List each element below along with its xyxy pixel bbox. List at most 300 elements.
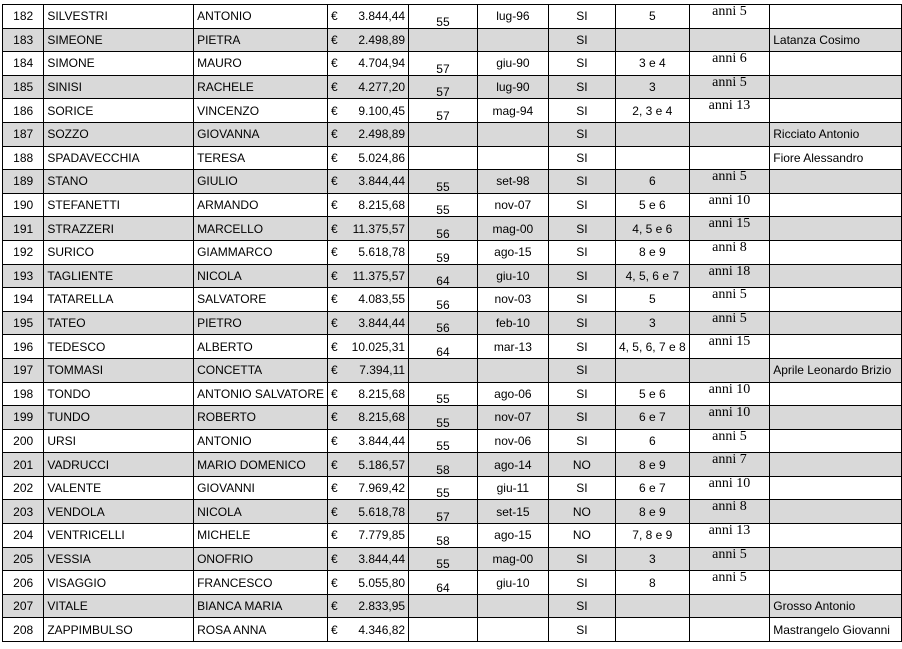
first-name-cell: ROBERTO [194, 406, 328, 430]
classes-cell [615, 122, 689, 146]
currency-symbol: € [331, 339, 338, 354]
substitute-cell [770, 52, 902, 76]
substitute-cell [770, 429, 902, 453]
amount-cell [328, 547, 409, 571]
surname-cell: SPADAVECCHIA [44, 146, 194, 170]
first-name-cell: ARMANDO [194, 193, 328, 217]
first-name-cell: GIOVANNA [194, 122, 328, 146]
age-cell [409, 358, 478, 382]
classes-cell: 4, 5 e 6 [615, 217, 689, 241]
date-cell: lug-90 [477, 75, 548, 99]
age-cell [409, 618, 478, 642]
first-name-cell: SALVATORE [194, 288, 328, 312]
currency-symbol: € [331, 575, 338, 590]
flag-cell: SI [548, 170, 615, 194]
years-cell: anni 7 [689, 453, 770, 477]
classes-cell: 6 [615, 170, 689, 194]
surname-cell: VESSIA [44, 547, 194, 571]
years-cell: anni 5 [689, 5, 770, 29]
years-cell: anni 5 [689, 429, 770, 453]
classes-cell: 3 [615, 311, 689, 335]
date-cell: ago-14 [477, 453, 548, 477]
years-cell [689, 122, 770, 146]
surname-cell: SINISI [44, 75, 194, 99]
years-cell: anni 6 [689, 52, 770, 76]
age-cell: 55 [409, 170, 478, 194]
age-cell: 56 [409, 311, 478, 335]
surname-cell: TONDO [44, 382, 194, 406]
table-row [3, 500, 902, 524]
table-row [3, 52, 902, 76]
classes-cell: 6 e 7 [615, 476, 689, 500]
row-number-cell: 195 [3, 311, 44, 335]
amount-value: 4.704,94 [358, 56, 406, 71]
amount-cell [328, 618, 409, 642]
years-cell: anni 5 [689, 170, 770, 194]
amount-value: 3.844,44 [358, 9, 406, 24]
currency-symbol: € [331, 622, 338, 637]
substitute-cell [770, 288, 902, 312]
first-name-cell: NICOLA [194, 500, 328, 524]
first-name-cell: ANTONIO [194, 429, 328, 453]
amount-cell [328, 594, 409, 618]
amount-cell [328, 524, 409, 548]
age-cell: 59 [409, 240, 478, 264]
age-cell: 57 [409, 52, 478, 76]
personnel-table [2, 4, 902, 642]
substitute-cell [770, 335, 902, 359]
surname-cell: TUNDO [44, 406, 194, 430]
age-cell [409, 146, 478, 170]
surname-cell: SURICO [44, 240, 194, 264]
table-row [3, 5, 902, 29]
classes-cell: 8 [615, 571, 689, 595]
row-number-cell: 202 [3, 476, 44, 500]
first-name-cell: MARIO DOMENICO [194, 453, 328, 477]
table-row [3, 594, 902, 618]
amount-cell [328, 75, 409, 99]
years-cell: anni 10 [689, 193, 770, 217]
currency-symbol: € [331, 599, 338, 614]
amount-value: 2.498,89 [358, 32, 406, 47]
currency-symbol: € [331, 551, 338, 566]
surname-cell: TATEO [44, 311, 194, 335]
table-row [3, 240, 902, 264]
surname-cell: SOZZO [44, 122, 194, 146]
classes-cell [615, 358, 689, 382]
date-cell: ago-15 [477, 240, 548, 264]
amount-value: 8.215,68 [358, 198, 406, 213]
age-cell: 58 [409, 524, 478, 548]
classes-cell: 3 [615, 75, 689, 99]
row-number-cell: 198 [3, 382, 44, 406]
age-cell: 56 [409, 288, 478, 312]
substitute-cell [770, 382, 902, 406]
surname-cell: STRAZZERI [44, 217, 194, 241]
row-number-cell: 187 [3, 122, 44, 146]
surname-cell: SIMONE [44, 52, 194, 76]
first-name-cell: MARCELLO [194, 217, 328, 241]
age-cell [409, 28, 478, 52]
years-cell [689, 358, 770, 382]
date-cell: feb-10 [477, 311, 548, 335]
years-cell: anni 15 [689, 335, 770, 359]
row-number-cell: 199 [3, 406, 44, 430]
age-cell: 57 [409, 75, 478, 99]
currency-symbol: € [331, 127, 338, 142]
table-body [3, 5, 902, 642]
amount-value: 10.025,31 [351, 339, 406, 354]
date-cell: ago-06 [477, 382, 548, 406]
table-row [3, 382, 902, 406]
substitute-cell [770, 170, 902, 194]
surname-cell: STANO [44, 170, 194, 194]
age-cell: 64 [409, 571, 478, 595]
years-cell [689, 146, 770, 170]
row-number-cell: 197 [3, 358, 44, 382]
classes-cell: 5 e 6 [615, 382, 689, 406]
substitute-cell [770, 547, 902, 571]
amount-cell [328, 476, 409, 500]
age-cell: 64 [409, 264, 478, 288]
flag-cell: SI [548, 146, 615, 170]
currency-symbol: € [331, 292, 338, 307]
amount-value: 5.024,86 [358, 150, 406, 165]
flag-cell: SI [548, 75, 615, 99]
surname-cell: TOMMASI [44, 358, 194, 382]
first-name-cell: CONCETTA [194, 358, 328, 382]
row-number-cell: 183 [3, 28, 44, 52]
flag-cell: SI [548, 311, 615, 335]
substitute-cell [770, 264, 902, 288]
amount-cell [328, 5, 409, 29]
row-number-cell: 184 [3, 52, 44, 76]
substitute-cell: Ricciato Antonio [770, 122, 902, 146]
first-name-cell: MAURO [194, 52, 328, 76]
substitute-cell [770, 240, 902, 264]
row-number-cell: 186 [3, 99, 44, 123]
surname-cell: URSI [44, 429, 194, 453]
amount-cell [328, 52, 409, 76]
amount-value: 11.375,57 [352, 221, 406, 236]
amount-value: 4.277,20 [358, 80, 406, 95]
flag-cell: SI [548, 594, 615, 618]
date-cell: mag-00 [477, 547, 548, 571]
date-cell: mag-00 [477, 217, 548, 241]
flag-cell: SI [548, 5, 615, 29]
currency-symbol: € [331, 198, 338, 213]
currency-symbol: € [331, 32, 338, 47]
currency-symbol: € [331, 221, 338, 236]
amount-value: 5.055,80 [358, 575, 406, 590]
first-name-cell: PIETRA [194, 28, 328, 52]
amount-value: 3.844,44 [358, 551, 406, 566]
years-cell: anni 10 [689, 382, 770, 406]
table-row [3, 264, 902, 288]
substitute-cell [770, 476, 902, 500]
first-name-cell: TERESA [194, 146, 328, 170]
amount-value: 3.844,44 [358, 433, 406, 448]
surname-cell: VITALE [44, 594, 194, 618]
first-name-cell: RACHELE [194, 75, 328, 99]
substitute-cell [770, 217, 902, 241]
age-cell: 56 [409, 217, 478, 241]
table-row [3, 193, 902, 217]
classes-cell: 8 e 9 [615, 453, 689, 477]
amount-value: 5.618,78 [358, 504, 406, 519]
amount-value: 3.844,44 [358, 174, 406, 189]
currency-symbol: € [331, 457, 338, 472]
currency-symbol: € [331, 528, 338, 543]
amount-value: 4.083,55 [358, 292, 406, 307]
surname-cell: VISAGGIO [44, 571, 194, 595]
table-row [3, 99, 902, 123]
flag-cell: NO [548, 500, 615, 524]
table-row [3, 217, 902, 241]
amount-cell [328, 99, 409, 123]
years-cell: anni 10 [689, 476, 770, 500]
classes-cell: 6 e 7 [615, 406, 689, 430]
row-number-cell: 194 [3, 288, 44, 312]
currency-symbol: € [331, 363, 338, 378]
substitute-cell: Aprile Leonardo Brizio [770, 358, 902, 382]
first-name-cell: VINCENZO [194, 99, 328, 123]
first-name-cell: MICHELE [194, 524, 328, 548]
row-number-cell: 189 [3, 170, 44, 194]
substitute-cell [770, 524, 902, 548]
years-cell: anni 13 [689, 524, 770, 548]
row-number-cell: 193 [3, 264, 44, 288]
classes-cell: 3 [615, 547, 689, 571]
date-cell [477, 28, 548, 52]
flag-cell: SI [548, 335, 615, 359]
amount-value: 9.100,45 [358, 103, 406, 118]
surname-cell: VADRUCCI [44, 453, 194, 477]
substitute-cell [770, 406, 902, 430]
substitute-cell [770, 571, 902, 595]
classes-cell: 2, 3 e 4 [615, 99, 689, 123]
row-number-cell: 190 [3, 193, 44, 217]
substitute-cell [770, 99, 902, 123]
amount-value: 11.375,57 [352, 268, 406, 283]
table-row [3, 170, 902, 194]
amount-cell [328, 571, 409, 595]
date-cell: mag-94 [477, 99, 548, 123]
first-name-cell: ONOFRIO [194, 547, 328, 571]
row-number-cell: 188 [3, 146, 44, 170]
classes-cell: 8 e 9 [615, 240, 689, 264]
age-cell: 57 [409, 500, 478, 524]
first-name-cell: PIETRO [194, 311, 328, 335]
substitute-cell [770, 500, 902, 524]
years-cell: anni 5 [689, 311, 770, 335]
amount-value: 8.215,68 [358, 410, 406, 425]
age-cell: 55 [409, 193, 478, 217]
row-number-cell: 203 [3, 500, 44, 524]
classes-cell [615, 146, 689, 170]
amount-cell [328, 429, 409, 453]
table-row [3, 311, 902, 335]
surname-cell: VALENTE [44, 476, 194, 500]
amount-cell [328, 406, 409, 430]
date-cell: set-15 [477, 500, 548, 524]
substitute-cell [770, 193, 902, 217]
amount-value: 7.969,42 [358, 481, 406, 496]
surname-cell: SIMEONE [44, 28, 194, 52]
classes-cell: 4, 5, 6, 7 e 8 [615, 335, 689, 359]
row-number-cell: 206 [3, 571, 44, 595]
age-cell: 55 [409, 429, 478, 453]
first-name-cell: GIOVANNI [194, 476, 328, 500]
years-cell [689, 594, 770, 618]
substitute-cell [770, 5, 902, 29]
age-cell: 55 [409, 547, 478, 571]
currency-symbol: € [331, 245, 338, 260]
amount-cell [328, 453, 409, 477]
currency-symbol: € [331, 9, 338, 24]
amount-cell [328, 311, 409, 335]
flag-cell: NO [548, 453, 615, 477]
date-cell: nov-03 [477, 288, 548, 312]
amount-value: 3.844,44 [358, 316, 406, 331]
years-cell: anni 5 [689, 547, 770, 571]
flag-cell: SI [548, 476, 615, 500]
first-name-cell: FRANCESCO [194, 571, 328, 595]
surname-cell: TEDESCO [44, 335, 194, 359]
amount-value: 7.394,11 [359, 363, 406, 378]
classes-cell: 5 [615, 288, 689, 312]
date-cell [477, 594, 548, 618]
currency-symbol: € [331, 386, 338, 401]
years-cell: anni 5 [689, 288, 770, 312]
date-cell: set-98 [477, 170, 548, 194]
age-cell: 55 [409, 5, 478, 29]
date-cell: giu-11 [477, 476, 548, 500]
substitute-cell: Grosso Antonio [770, 594, 902, 618]
amount-cell [328, 28, 409, 52]
table-row [3, 429, 902, 453]
amount-cell [328, 288, 409, 312]
date-cell [477, 122, 548, 146]
classes-cell [615, 28, 689, 52]
row-number-cell: 200 [3, 429, 44, 453]
date-cell [477, 618, 548, 642]
substitute-cell [770, 75, 902, 99]
amount-cell [328, 500, 409, 524]
table-row [3, 146, 902, 170]
table-row [3, 547, 902, 571]
flag-cell: SI [548, 193, 615, 217]
amount-cell [328, 358, 409, 382]
surname-cell: SORICE [44, 99, 194, 123]
table-row [3, 618, 902, 642]
substitute-cell: Mastrangelo Giovanni [770, 618, 902, 642]
table-row [3, 75, 902, 99]
age-cell: 55 [409, 476, 478, 500]
years-cell [689, 28, 770, 52]
first-name-cell: ALBERTO [194, 335, 328, 359]
years-cell: anni 5 [689, 75, 770, 99]
currency-symbol: € [331, 80, 338, 95]
table-row [3, 524, 902, 548]
currency-symbol: € [331, 433, 338, 448]
currency-symbol: € [331, 504, 338, 519]
date-cell [477, 146, 548, 170]
years-cell: anni 8 [689, 500, 770, 524]
years-cell: anni 18 [689, 264, 770, 288]
flag-cell: SI [548, 406, 615, 430]
date-cell [477, 358, 548, 382]
age-cell: 58 [409, 453, 478, 477]
currency-symbol: € [331, 174, 338, 189]
table-row [3, 122, 902, 146]
date-cell: lug-96 [477, 5, 548, 29]
years-cell: anni 10 [689, 406, 770, 430]
classes-cell: 6 [615, 429, 689, 453]
age-cell [409, 122, 478, 146]
surname-cell: TAGLIENTE [44, 264, 194, 288]
classes-cell [615, 618, 689, 642]
flag-cell: SI [548, 264, 615, 288]
first-name-cell: ANTONIO SALVATORE [194, 382, 328, 406]
age-cell: 55 [409, 406, 478, 430]
classes-cell: 7, 8 e 9 [615, 524, 689, 548]
currency-symbol: € [331, 410, 338, 425]
amount-cell [328, 193, 409, 217]
flag-cell: SI [548, 571, 615, 595]
table-row [3, 28, 902, 52]
currency-symbol: € [331, 316, 338, 331]
substitute-cell: Fiore Alessandro [770, 146, 902, 170]
amount-value: 2.498,89 [358, 127, 406, 142]
row-number-cell: 196 [3, 335, 44, 359]
surname-cell: ZAPPIMBULSO [44, 618, 194, 642]
first-name-cell: BIANCA MARIA [194, 594, 328, 618]
first-name-cell: GIULIO [194, 170, 328, 194]
years-cell: anni 5 [689, 571, 770, 595]
currency-symbol: € [331, 103, 338, 118]
first-name-cell: GIAMMARCO [194, 240, 328, 264]
currency-symbol: € [331, 150, 338, 165]
amount-cell [328, 264, 409, 288]
flag-cell: SI [548, 382, 615, 406]
currency-symbol: € [331, 481, 338, 496]
substitute-cell [770, 311, 902, 335]
age-cell: 55 [409, 382, 478, 406]
row-number-cell: 208 [3, 618, 44, 642]
table-row [3, 571, 902, 595]
amount-value: 5.618,78 [358, 245, 406, 260]
date-cell: nov-06 [477, 429, 548, 453]
table-row [3, 406, 902, 430]
date-cell: giu-10 [477, 264, 548, 288]
flag-cell: SI [548, 122, 615, 146]
first-name-cell: ANTONIO [194, 5, 328, 29]
date-cell: ago-15 [477, 524, 548, 548]
flag-cell: SI [548, 429, 615, 453]
classes-cell: 5 [615, 5, 689, 29]
years-cell [689, 618, 770, 642]
flag-cell: SI [548, 52, 615, 76]
date-cell: nov-07 [477, 193, 548, 217]
flag-cell: SI [548, 217, 615, 241]
classes-cell: 8 e 9 [615, 500, 689, 524]
flag-cell: SI [548, 547, 615, 571]
table-row [3, 335, 902, 359]
age-cell: 57 [409, 99, 478, 123]
substitute-cell [770, 453, 902, 477]
first-name-cell: ROSA ANNA [194, 618, 328, 642]
